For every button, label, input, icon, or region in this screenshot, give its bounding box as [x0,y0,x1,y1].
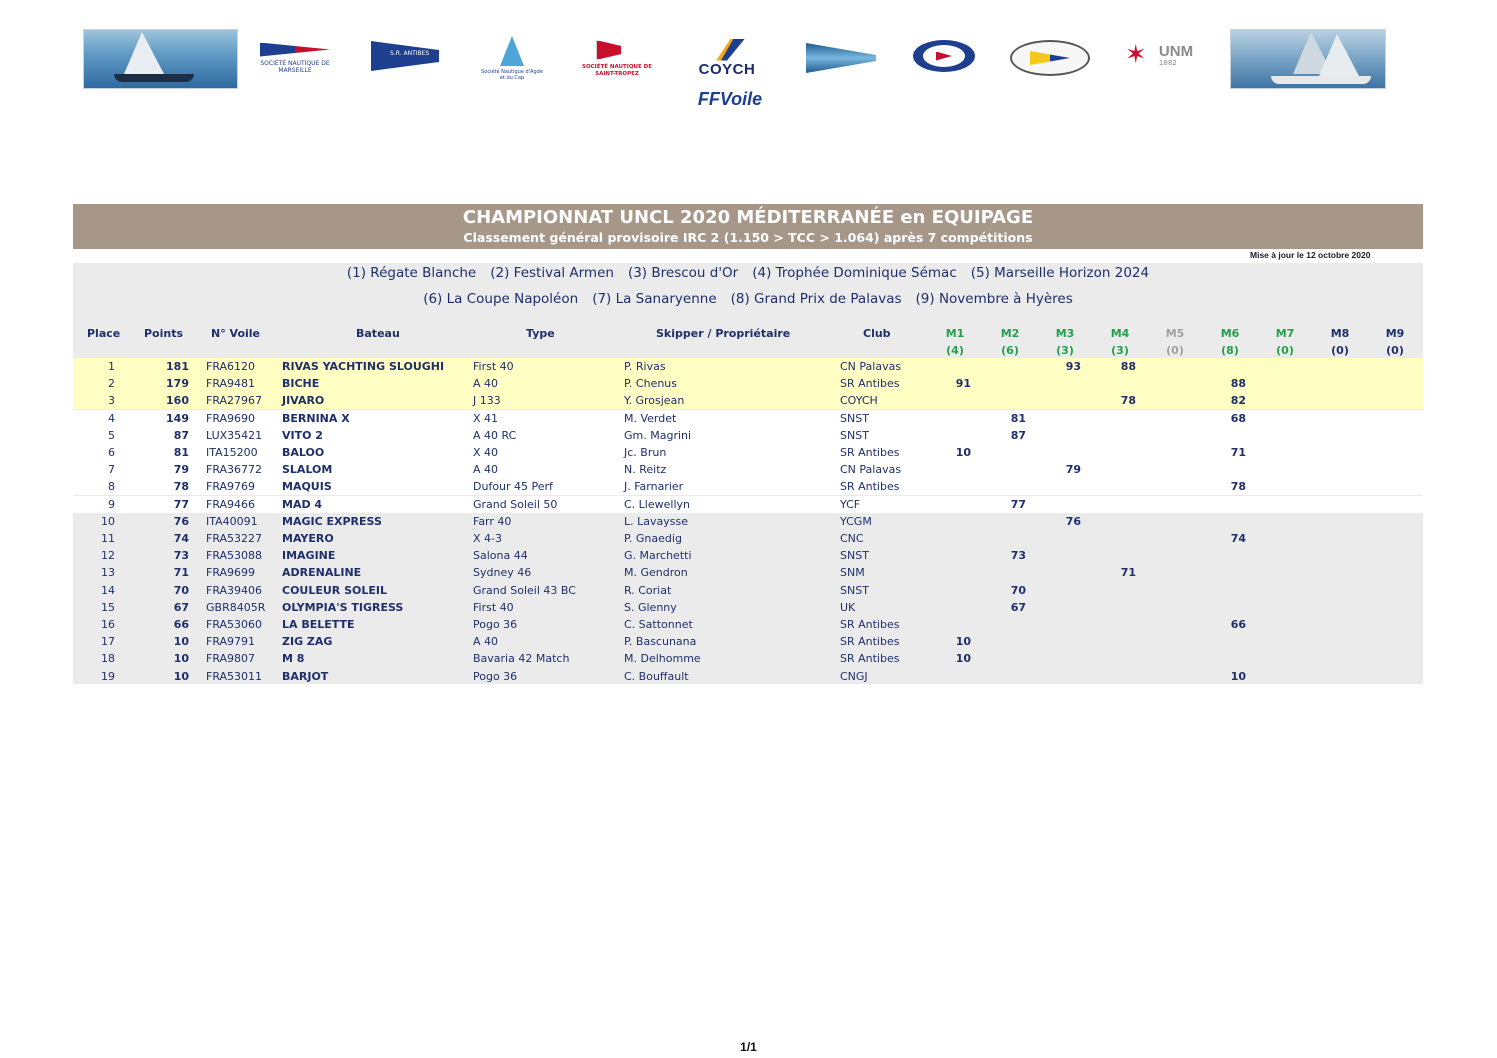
cell-points: 74 [173,532,189,545]
cell-bateau: MAYERO [282,532,334,545]
cell-points: 10 [173,635,189,648]
logo-snm [255,34,335,82]
cell-voile: FRA9791 [206,635,256,648]
cell-skipper: L. Lavaysse [624,515,688,528]
event-name: (1) Régate Blanche [346,265,477,281]
cell-manche-score: 77 [1010,498,1026,511]
cell-bateau: IMAGINE [282,549,336,562]
manche-count: (0) [1276,344,1294,357]
manche-label: M4 [1110,327,1130,340]
cell-bateau: BARJOT [282,670,329,683]
cell-voile: FRA53011 [206,670,263,683]
cell-type: Farr 40 [473,515,512,528]
event-name: (7) La Sanaryenne [592,291,717,307]
cell-voile: FRA9481 [206,377,256,390]
cell-manche-score: 10 [955,652,971,665]
table-row [73,582,1423,599]
cell-bateau: COULEUR SOLEIL [282,584,388,597]
sailing-photo-right [1230,29,1386,89]
cell-place: 17 [101,635,115,648]
cell-skipper: C. Bouffault [624,670,689,683]
cell-club: CNGJ [840,670,868,683]
cell-manche-score: 73 [1010,549,1026,562]
manche-count: (0) [1331,344,1349,357]
sail-icon [500,36,524,66]
cell-place: 18 [101,652,115,665]
logo-snac [480,32,544,84]
cell-place: 16 [101,618,115,631]
cell-manche-score: 88 [1230,377,1246,390]
sponsor-logos [0,28,1497,118]
table-row [73,461,1423,478]
logo-coych-text: COYCH [698,60,756,78]
cell-skipper: Gm. Magrini [624,429,692,442]
cell-club: SNM [840,566,865,579]
cell-skipper: C. Llewellyn [624,498,690,511]
cell-skipper: P. Gnaedig [624,532,682,545]
burgee-icon [260,43,330,57]
cell-points: 67 [173,601,189,614]
cell-place: 3 [108,394,115,407]
cell-voile: ITA15200 [206,446,258,459]
cell-voile: FRA39406 [206,584,263,597]
manche-count: (3) [1111,344,1129,357]
table-row [73,668,1423,685]
cell-bateau: LA BELETTE [282,618,355,631]
cell-voile: FRA53060 [206,618,263,631]
cell-manche-score: 78 [1230,480,1246,493]
cell-voile: FRA9807 [206,652,256,665]
logo-ffvoile [672,86,788,112]
cell-club: SR Antibes [840,652,900,665]
cell-club: CN Palavas [840,463,902,476]
cell-club: SNST [840,584,869,597]
cell-bateau: BICHE [282,377,320,390]
event-name: (2) Festival Armen [490,265,614,281]
update-date: Mise à jour le 12 octobre 2020 [1250,250,1371,260]
event-name: (5) Marseille Horizon 2024 [970,265,1150,281]
cell-place: 6 [108,446,115,459]
cell-points: 76 [173,515,189,528]
cell-place: 5 [108,429,115,442]
cell-manche-score: 87 [1010,429,1026,442]
cell-bateau: M 8 [282,652,305,665]
table-row [73,358,1423,375]
cell-type: First 40 [473,601,514,614]
table-row [73,530,1423,547]
logo-unm-text: UNM [1158,42,1194,60]
col-points: Points [144,327,184,340]
cell-club: SR Antibes [840,480,900,493]
cell-type: A 40 [473,377,499,390]
cell-type: A 40 [473,463,499,476]
cell-club: YCF [840,498,861,511]
manche-label: M2 [1000,327,1020,340]
manche-label: M9 [1385,327,1405,340]
cell-skipper: S. Glenny [624,601,677,614]
cell-skipper: Y. Grosjean [624,394,685,407]
cell-skipper: G. Marchetti [624,549,692,562]
event-name: (3) Brescou d'Or [627,265,739,281]
col-type: Type [526,327,555,340]
cell-manche-score: 81 [1010,412,1026,425]
page-number: 1/1 [740,1040,757,1054]
cell-type: Salona 44 [473,549,528,562]
cell-place: 2 [108,377,115,390]
manche-count: (8) [1221,344,1239,357]
manche-label: M1 [945,327,965,340]
cell-type: A 40 [473,635,499,648]
cell-club: CN Palavas [840,360,902,373]
cell-points: 181 [166,360,189,373]
cell-bateau: MAQUIS [282,480,332,493]
manche-count: (3) [1056,344,1074,357]
cell-manche-score: 91 [955,377,971,390]
col-bateau: Bateau [356,327,400,340]
cell-skipper: J. Farnarier [624,480,684,493]
page-title: CHAMPIONNAT UNCL 2020 MÉDITERRANÉE en EQUIPAGE [462,207,1034,228]
page-subtitle: Classement général provisoire IRC 2 (1.150 > TCC > 1.064) après 7 compétitions [463,230,1033,245]
cell-type: J 133 [473,394,501,407]
logo-sn-sanary [913,40,975,72]
cell-points: 78 [173,480,189,493]
col-club: Club [863,327,891,340]
table-row [73,547,1423,564]
cell-type: Pogo 36 [473,670,518,683]
table-row [73,616,1423,633]
star-icon: ✶ [1124,40,1147,70]
table-row [73,444,1423,461]
cell-skipper: M. Verdet [624,412,677,425]
cell-skipper: Jc. Brun [624,446,667,459]
cell-place: 15 [101,601,115,614]
cell-skipper: N. Reitz [624,463,667,476]
cell-skipper: R. Coriat [624,584,672,597]
cell-place: 11 [101,532,115,545]
cell-points: 77 [173,498,189,511]
cell-place: 7 [108,463,115,476]
cell-points: 71 [173,566,189,579]
cell-manche-score: 68 [1230,412,1246,425]
cell-skipper: P. Bascunana [624,635,697,648]
cell-points: 79 [173,463,189,476]
cell-skipper: M. Gendron [624,566,688,579]
table-row [73,650,1423,667]
logo-snm-text: SOCIÉTÉ NAUTIQUE DE MARSEILLE [260,59,330,74]
cell-bateau: RIVAS YACHTING SLOUGHI [282,360,445,373]
cell-manche-score: 67 [1010,601,1026,614]
manche-count: (6) [1001,344,1019,357]
cell-voile: FRA36772 [206,463,263,476]
cell-club: CNC [840,532,864,545]
sail-icon [709,39,745,61]
event-name: (4) Trophée Dominique Sémac [752,265,957,281]
logo-coych [684,34,770,82]
burgee-icon [806,43,876,73]
cell-manche-score: 70 [1010,584,1026,597]
cell-club: UK [840,601,856,614]
logo-sr-antibes [370,38,440,74]
cell-voile: FRA9769 [206,480,256,493]
events-legend-line-1 [73,265,1423,281]
col-skipper: Skipper / Propriétaire [656,327,791,340]
cell-type: Sydney 46 [473,566,532,579]
table-row [73,375,1423,392]
cell-club: SNST [840,412,869,425]
cell-skipper: P. Rivas [624,360,666,373]
cell-points: 160 [166,394,189,407]
cell-place: 8 [108,480,115,493]
cell-club: SR Antibes [840,635,900,648]
cell-type: X 40 [473,446,499,459]
cell-manche-score: 10 [955,446,971,459]
cell-points: 179 [166,377,189,390]
event-name: (8) Grand Prix de Palavas [730,291,902,307]
sail-shape [1319,34,1359,76]
cell-voile: LUX35421 [206,429,263,442]
cell-place: 13 [101,566,115,579]
cell-place: 1 [108,360,115,373]
logo-yccvcl [1010,40,1090,76]
cell-type: Grand Soleil 43 BC [473,584,576,597]
cell-place: 19 [101,670,115,683]
table-row [73,599,1423,616]
sailing-photo-left [83,29,238,89]
cell-bateau: OLYMPIA'S TIGRESS [282,601,404,614]
logo-snst-text: SOCIÉTÉ NAUTIQUE DE SAINT-TROPEZ [582,64,652,77]
cell-points: 149 [166,412,189,425]
manche-label: M5 [1165,327,1185,340]
cell-skipper: P. Chenus [624,377,678,390]
championship-header [73,204,1423,249]
logo-ffvoile-text: FFVoile [697,88,763,109]
logo-unm-year: 1882 [1158,58,1177,67]
cell-type: A 40 RC [473,429,517,442]
burgee-icon [596,40,638,60]
table-row [73,496,1423,513]
col-place: Place [87,327,121,340]
col-voile: N° Voile [211,327,261,340]
manche-count: (0) [1386,344,1404,357]
cell-manche-score: 79 [1065,463,1081,476]
cell-bateau: JIVARO [282,394,325,407]
cell-manche-score: 76 [1065,515,1081,528]
cell-voile: FRA53088 [206,549,263,562]
cell-bateau: VITO 2 [282,429,323,442]
events-legend-line-2 [73,291,1423,307]
cell-type: X 4-3 [473,532,502,545]
cell-manche-score: 78 [1120,394,1136,407]
cell-manche-score: 82 [1230,394,1246,407]
logo-sr-antibes-text: S.R. ANTIBES [390,50,430,57]
cell-bateau: MAD 4 [282,498,323,511]
table-row [73,513,1423,530]
cell-club: SR Antibes [840,446,900,459]
table-row [73,410,1423,427]
logo-unm [1118,38,1200,72]
cell-manche-score: 10 [955,635,971,648]
cell-manche-score: 71 [1230,446,1246,459]
logo-snst [576,36,658,82]
cell-bateau: SLALOM [282,463,333,476]
cell-manche-score: 10 [1230,670,1246,683]
cell-club: SR Antibes [840,618,900,631]
manche-label: M6 [1220,327,1240,340]
cell-voile: GBR8405R [206,601,266,614]
event-name: (6) La Coupe Napoléon [423,291,579,307]
cell-manche-score: 71 [1120,566,1136,579]
manche-count: (4) [946,344,964,357]
burgee-icon [936,52,952,61]
cell-place: 14 [101,584,115,597]
logo-sn-sanary-inner [923,45,965,67]
cell-points: 66 [173,618,189,631]
cell-type: Dufour 45 Perf [473,480,553,493]
cell-bateau: MAGIC EXPRESS [282,515,382,528]
cell-manche-score: 88 [1120,360,1136,373]
cell-place: 12 [101,549,115,562]
cell-points: 10 [173,670,189,683]
cell-voile: FRA6120 [206,360,256,373]
cell-skipper: C. Sattonnet [624,618,693,631]
cell-manche-score: 66 [1230,618,1246,631]
cell-type: Pogo 36 [473,618,518,631]
cell-points: 70 [173,584,189,597]
cell-manche-score: 93 [1065,360,1081,373]
event-name: (9) Novembre à Hyères [915,291,1073,307]
cell-place: 4 [108,412,115,425]
cell-skipper: M. Delhomme [624,652,701,665]
cell-points: 81 [173,446,189,459]
cell-voile: FRA53227 [206,532,263,545]
results-table [73,263,1423,684]
cell-club: SNST [840,549,869,562]
cell-points: 10 [173,652,189,665]
cell-place: 10 [101,515,115,528]
table-row [73,478,1423,495]
sail-shape [124,32,164,74]
cell-voile: FRA27967 [206,394,263,407]
cell-voile: FRA9466 [206,498,256,511]
cell-club: SR Antibes [840,377,900,390]
table-row [73,427,1423,444]
cell-bateau: BALOO [282,446,325,459]
manche-label: M7 [1275,327,1295,340]
table-row [73,564,1423,581]
cell-bateau: ZIG ZAG [282,635,333,648]
hull-shape [1271,76,1371,84]
table-row [73,633,1423,650]
cell-voile: ITA40091 [206,515,258,528]
manche-count: (0) [1166,344,1184,357]
cell-bateau: BERNINA X [282,412,350,425]
cell-points: 87 [173,429,189,442]
cell-club: YCGM [840,515,872,528]
cell-place: 9 [108,498,115,511]
cell-voile: FRA9699 [206,566,256,579]
cell-type: First 40 [473,360,514,373]
cell-club: COYCH [840,394,878,407]
hull-shape [114,74,194,82]
cell-manche-score: 74 [1230,532,1246,545]
cell-voile: FRA9690 [206,412,256,425]
table-row [73,392,1423,409]
manche-label: M3 [1055,327,1075,340]
logo-snac-text: Société Nautique d'Agde et du Cap [481,68,543,81]
logo-burgee [804,40,878,76]
cell-type: Bavaria 42 Match [473,652,570,665]
cell-bateau: ADRENALINE [282,566,362,579]
cell-type: Grand Soleil 50 [473,498,558,511]
cell-points: 73 [173,549,189,562]
burgee-icon [1030,51,1070,65]
cell-club: SNST [840,429,869,442]
cell-type: X 41 [473,412,499,425]
manche-label: M8 [1330,327,1350,340]
